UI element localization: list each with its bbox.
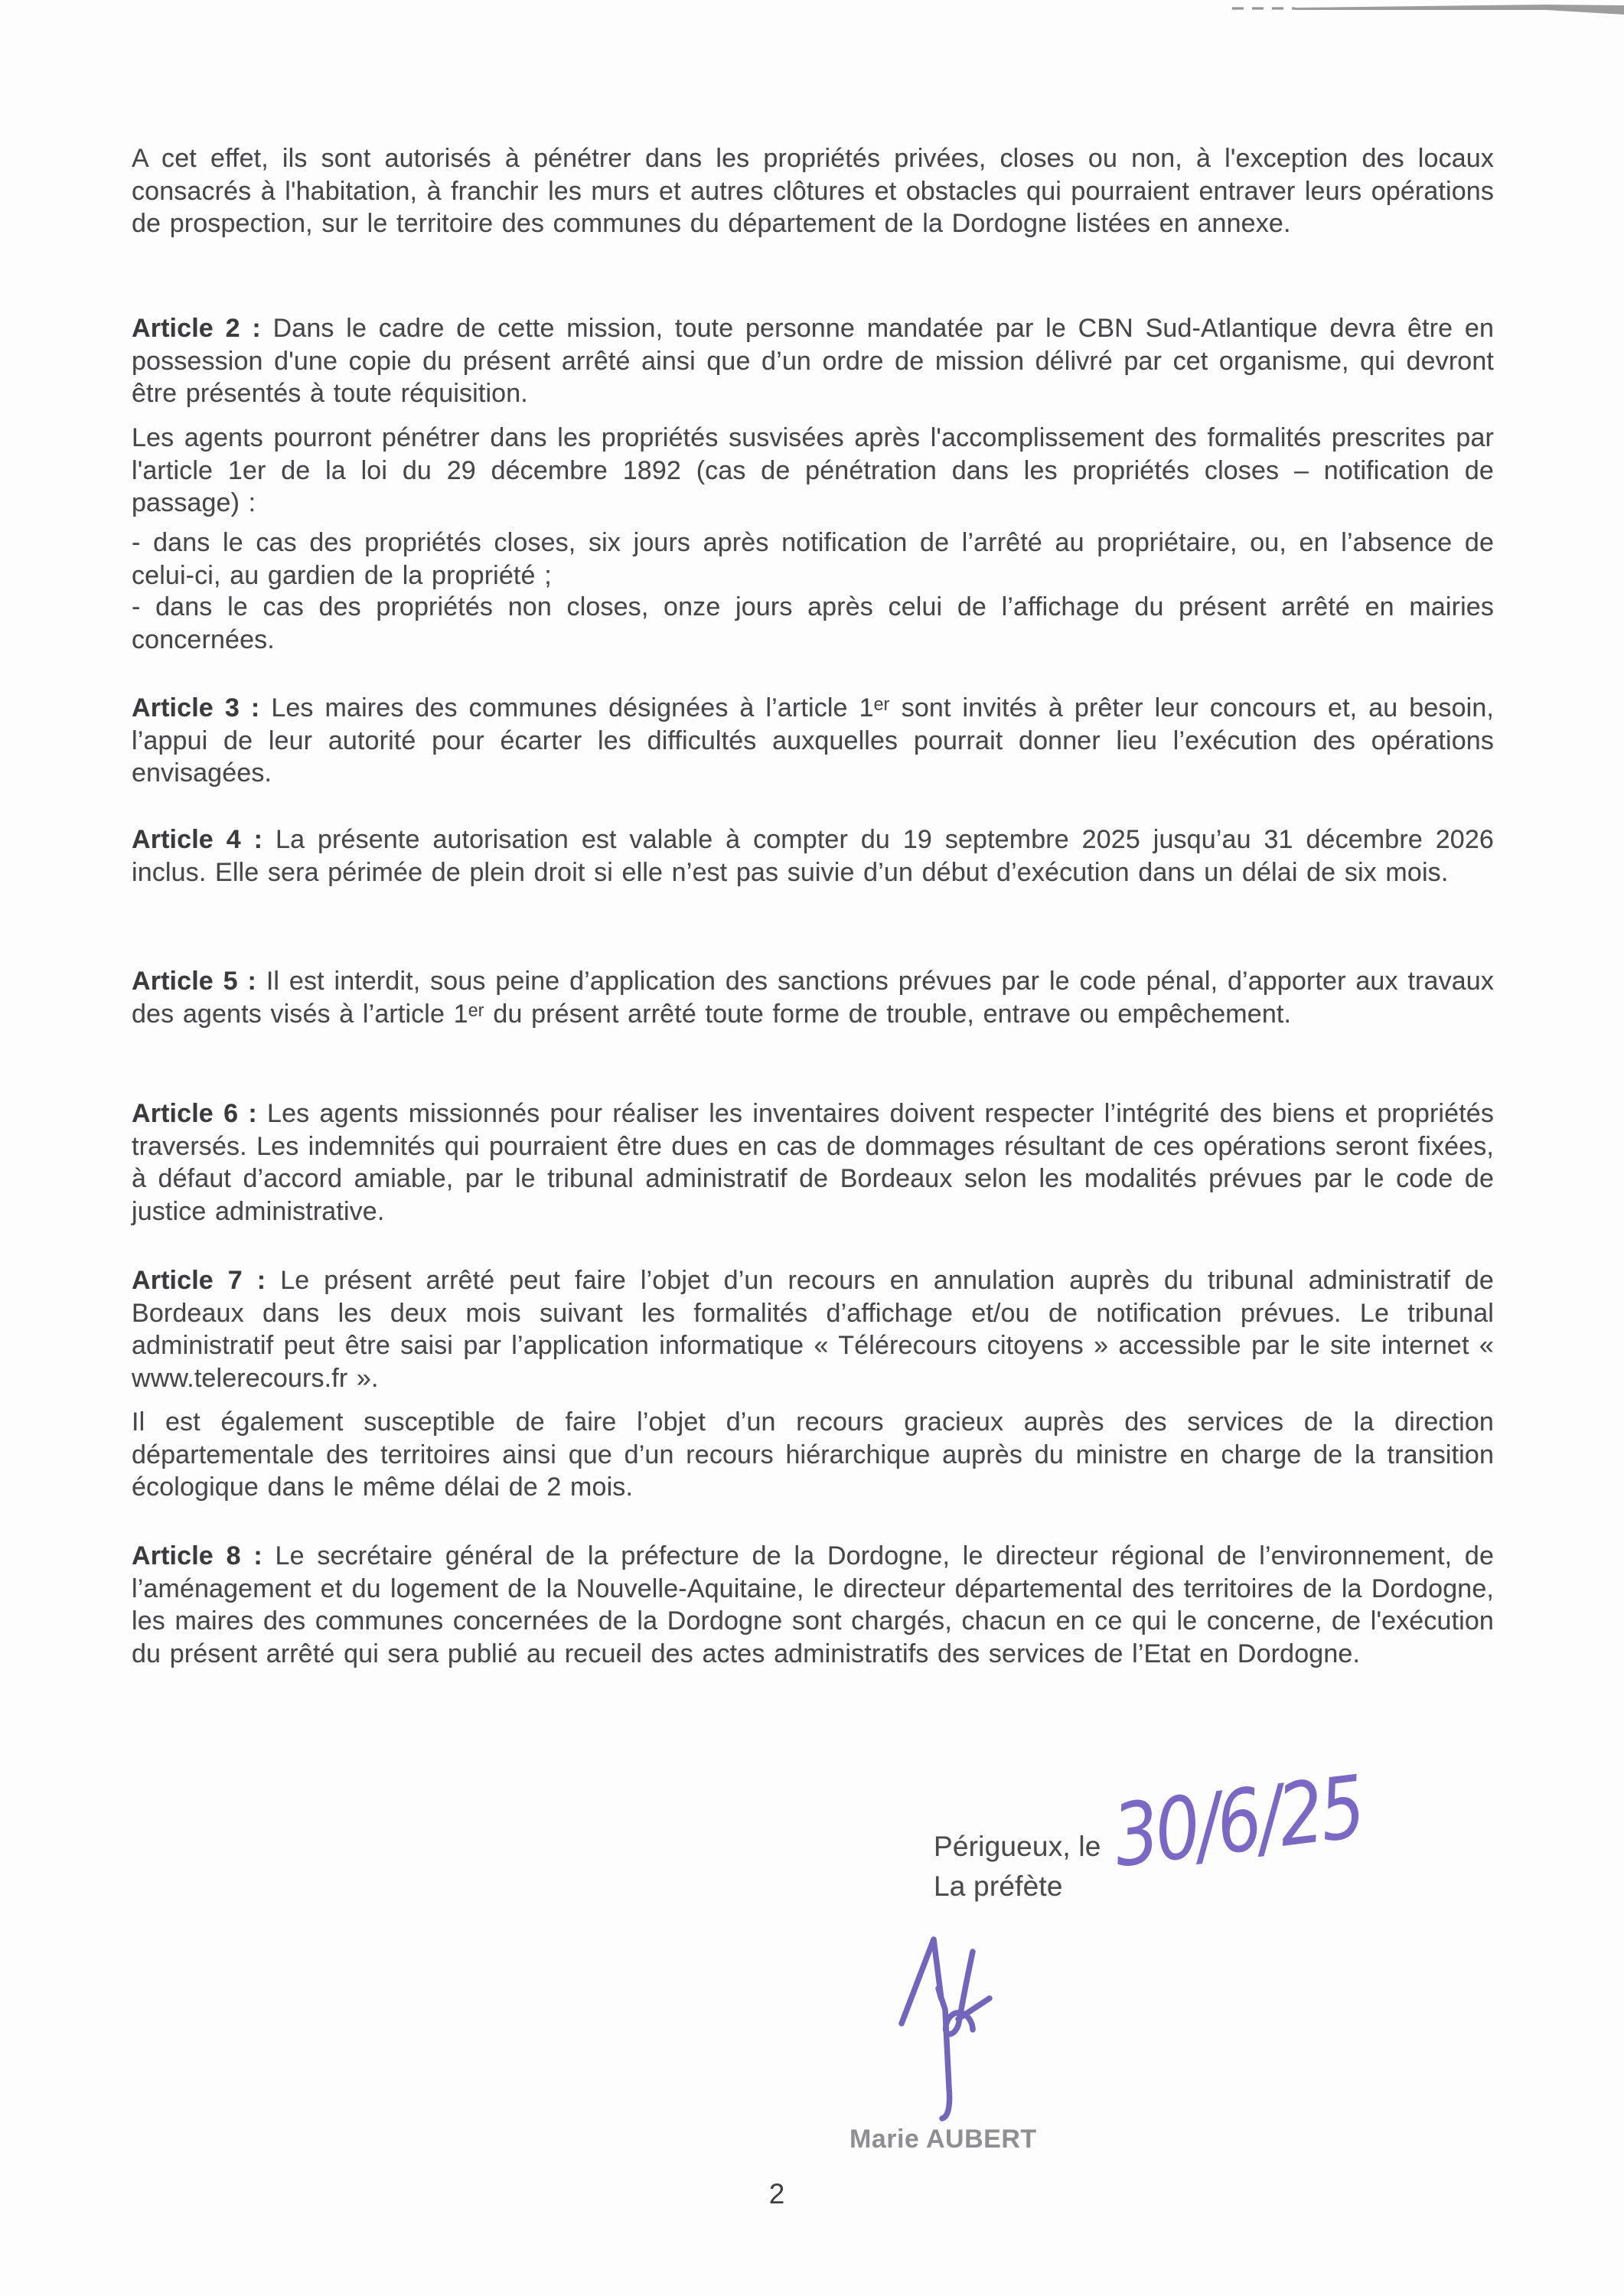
intro-paragraph bbox=[132, 142, 1494, 240]
article-5-label: Article 5 : bbox=[132, 967, 256, 996]
article-7-paragraph bbox=[132, 1264, 1494, 1394]
paragraph-text: Les agents pourront pénétrer dans les propriétés susvisées après l'accomplissement des formalités prescrites par l'article 1er de la loi du 29 décembre 1892 (cas de pénétration dans les propriétés closes – notification de passage) : bbox=[132, 423, 1494, 517]
article-2-label: Article 2 : bbox=[132, 314, 261, 343]
paragraph-text: Dans le cadre de cette mission, toute personne mandatée par le CBN Sud-Atlantique devra être en possession d'une copie du présent arrêté ainsi que d’un ordre de mission délivré par cet organisme, qui devront être présentés à toute réquisition. bbox=[132, 314, 1494, 408]
paragraph-text: Le secrétaire général de la préfecture de la Dordogne, le directeur régional de l’environnement, de l’aménagement et du logement de la Nouvelle-Aquitaine, le directeur départemental des territoires de la Dordogne, les maires des communes concernées de la Dordogne sont chargés, chacun en ce qui le concerne, de l'exécution du présent arrêté qui sera publié au recueil des actes administratifs des services de l’Etat en Dordogne. bbox=[132, 1541, 1494, 1668]
paragraph-text: - dans le cas des propriétés non closes, onze jours après celui de l’affichage du présent arrêté en mairies concernées. bbox=[132, 592, 1494, 654]
article-2-agents-paragraph bbox=[132, 422, 1494, 520]
paragraph-text: Il est interdit, sous peine d’application des sanctions prévues par le code pénal, d’apporter aux travaux des agents visés à l’article 1ᵉʳ du présent arrêté toute forme de trouble, entrave ou empêchement. bbox=[132, 967, 1494, 1029]
paragraph-text: A cet effet, ils sont autorisés à pénétrer dans les propriétés privées, closes ou non, à l'exception des locaux consacrés à l'habitation, à franchir les murs et autres clôtures et obstacles qui pourraient entraver leurs opérations de prospection, sur le territoire des communes du département de la Dordogne listées en annexe. bbox=[132, 144, 1494, 238]
signature-role-line: La préfète bbox=[934, 1870, 1063, 1902]
page-number: 2 bbox=[768, 2178, 785, 2210]
article-4-paragraph bbox=[132, 823, 1494, 889]
article-5-paragraph bbox=[132, 965, 1494, 1030]
article-2-paragraph bbox=[132, 312, 1494, 410]
article-8-paragraph bbox=[132, 1540, 1494, 1670]
signature-monogram bbox=[894, 1929, 1001, 2135]
article-8-label: Article 8 : bbox=[132, 1541, 263, 1570]
list-item-proprietes-non-closes bbox=[132, 591, 1494, 656]
paragraph-text: Les agents missionnés pour réaliser les inventaires doivent respecter l’intégrité des biens et propriétés traversés. Les indemnités qui pourraient être dues en cas de dommages résultant de ces opérations seront fixées, à défaut d’accord amiable, par le tribunal administratif de Bordeaux selon les modalités prévues par le code de justice administrative. bbox=[132, 1099, 1495, 1226]
article-7-label: Article 7 : bbox=[132, 1266, 266, 1295]
paragraph-text: La présente autorisation est valable à compter du 19 septembre 2025 jusqu’au 31 décembre 2026 inclus. Elle sera périmée de plein droit si elle n’est pas suivie d’un début d’exécution dans un délai de six mois. bbox=[132, 825, 1494, 887]
article-3-label: Article 3 : bbox=[132, 693, 260, 722]
list-item-proprietes-closes bbox=[132, 527, 1494, 592]
handwritten-date: 30/6/25 bbox=[1108, 1757, 1368, 1887]
scan-artifact-line bbox=[1225, 0, 1624, 20]
article-3-paragraph bbox=[132, 692, 1494, 790]
article-4-label: Article 4 : bbox=[132, 825, 263, 854]
paragraph-text: Il est également susceptible de faire l’objet d’un recours gracieux auprès des services de la direction départementale des territoires ainsi que d’un recours hiérarchique auprès du ministre en charge de la transition écologique dans le même délai de 2 mois. bbox=[132, 1407, 1494, 1502]
recours-gracieux-paragraph bbox=[132, 1406, 1494, 1504]
signature-place-line: Périgueux, le bbox=[934, 1831, 1101, 1862]
paragraph-text: - dans le cas des propriétés closes, six jours après notification de l’arrêté au propriétaire, ou, en l’absence de celui-ci, au gardien de la propriété ; bbox=[132, 528, 1494, 590]
paragraph-text: Le présent arrêté peut faire l’objet d’un recours en annulation auprès du tribunal administratif de Bordeaux dans les deux mois suivant les formalités d’affichage et/ou de notification prévues. Le tribunal administratif peut être saisi par l’application informatique « Télérecours citoyens » accessible par le site internet « www.telerecours.fr ». bbox=[132, 1266, 1494, 1393]
paragraph-text: Les maires des communes désignées à l’article 1ᵉʳ sont invités à prêter leur concours et, au besoin, l’appui de leur autorité pour écarter les difficultés auxquelles pourrait donner lieu l’exécution des opérations envisagées. bbox=[132, 693, 1494, 788]
article-6-paragraph bbox=[132, 1097, 1494, 1228]
signatory-name: Marie AUBERT bbox=[850, 2125, 1037, 2154]
article-6-label: Article 6 : bbox=[132, 1099, 257, 1128]
